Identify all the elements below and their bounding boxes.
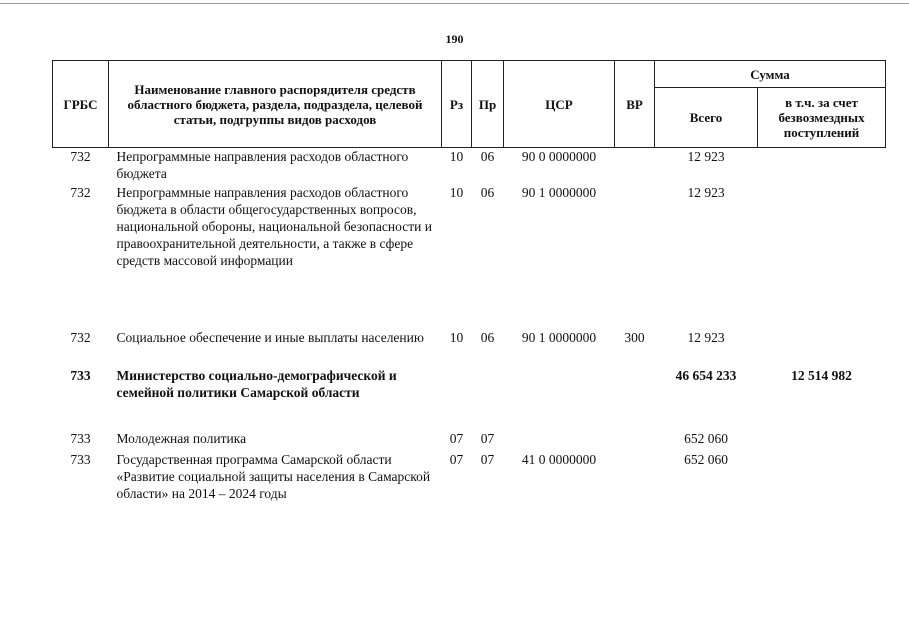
- cell-name: Непрограммные направления расходов областного бюджета: [116, 149, 409, 181]
- header-grbs: ГРБС: [53, 61, 109, 148]
- top-rule: [0, 3, 909, 4]
- cell-vr: [615, 430, 655, 451]
- cell-free: [758, 430, 886, 451]
- cell-name: Непрограммные направления расходов областного бюджета в области общегосударственных вопросов, национальной обороны, национальной безопасности и правоохранительной деятельности, а также в сфере средств массовой информации: [116, 184, 432, 268]
- table-header: [53, 61, 886, 148]
- cell-free: [758, 329, 886, 367]
- table-body: [53, 148, 886, 511]
- header-vr: ВР: [615, 61, 655, 148]
- cell-vr: [615, 148, 655, 184]
- cell-name: Молодежная политика: [116, 430, 247, 446]
- cell-free: [758, 148, 886, 184]
- header-pr: Пр: [472, 61, 504, 148]
- cell-vr: [615, 451, 655, 511]
- cell-total: 12 923: [687, 149, 725, 164]
- header-sum: Сумма: [655, 61, 886, 88]
- cell-csr: 90 1 0000000: [521, 329, 597, 345]
- cell-total: 652 060: [684, 430, 728, 446]
- table-row: [53, 148, 886, 184]
- cell-rz: [442, 367, 472, 430]
- cell-total: 12 923: [687, 329, 725, 345]
- cell-csr: 90 1 0000000: [521, 184, 597, 200]
- header-total: Всего: [655, 88, 758, 148]
- cell-free: [758, 451, 886, 511]
- cell-pr: 06: [480, 329, 495, 345]
- cell-grbs: 733: [70, 367, 91, 383]
- cell-csr: 41 0 0000000: [521, 451, 597, 467]
- cell-name: Министерство социально-демографической и семейной политики Самарской области: [116, 367, 397, 400]
- cell-rz: 07: [449, 430, 464, 446]
- cell-grbs: 732: [70, 149, 91, 164]
- cell-grbs: 733: [70, 451, 91, 467]
- cell-total: 12 923: [687, 184, 725, 200]
- cell-free: 12 514 982: [791, 367, 852, 383]
- cell-name: Государственная программа Самарской области «Развитие социальной защиты населения в Самарской области» на 2014 – 2024 годы: [116, 451, 431, 501]
- header-free: в т.ч. за счет безвозмездных поступлений: [758, 88, 886, 148]
- cell-rz: 10: [449, 329, 464, 345]
- table-row: [53, 451, 886, 511]
- table-row: [53, 430, 886, 451]
- cell-grbs: 732: [70, 329, 91, 345]
- cell-pr: 06: [480, 149, 495, 164]
- cell-csr: [504, 430, 615, 451]
- page-number: 190: [445, 32, 464, 46]
- header-csr: ЦСР: [504, 61, 615, 148]
- cell-csr: [504, 367, 615, 430]
- header-rz: Рз: [442, 61, 472, 148]
- cell-rz: 07: [449, 451, 464, 467]
- cell-rz: 10: [449, 149, 464, 164]
- cell-grbs: 732: [70, 184, 91, 200]
- cell-free: [758, 184, 886, 329]
- cell-name: Социальное обеспечение и иные выплаты населению: [116, 329, 424, 345]
- cell-pr: 07: [480, 430, 495, 446]
- table-row: [53, 367, 886, 430]
- cell-pr: [472, 367, 504, 430]
- cell-total: 652 060: [684, 451, 728, 467]
- cell-csr: 90 0 0000000: [521, 149, 597, 164]
- header-name: Наименование главного распорядителя средств областного бюджета, раздела, подраздела, целевой статьи, подгруппы видов расходов: [109, 61, 442, 148]
- table-row: [53, 329, 886, 367]
- cell-vr: [615, 367, 655, 430]
- cell-grbs: 733: [70, 430, 91, 446]
- cell-vr: [615, 184, 655, 329]
- cell-vr: 300: [624, 329, 645, 345]
- table-row: [53, 184, 886, 329]
- budget-table: [52, 60, 886, 511]
- cell-pr: 06: [480, 184, 495, 200]
- cell-rz: 10: [449, 184, 464, 200]
- cell-total: 46 654 233: [675, 367, 737, 383]
- cell-pr: 07: [480, 451, 495, 467]
